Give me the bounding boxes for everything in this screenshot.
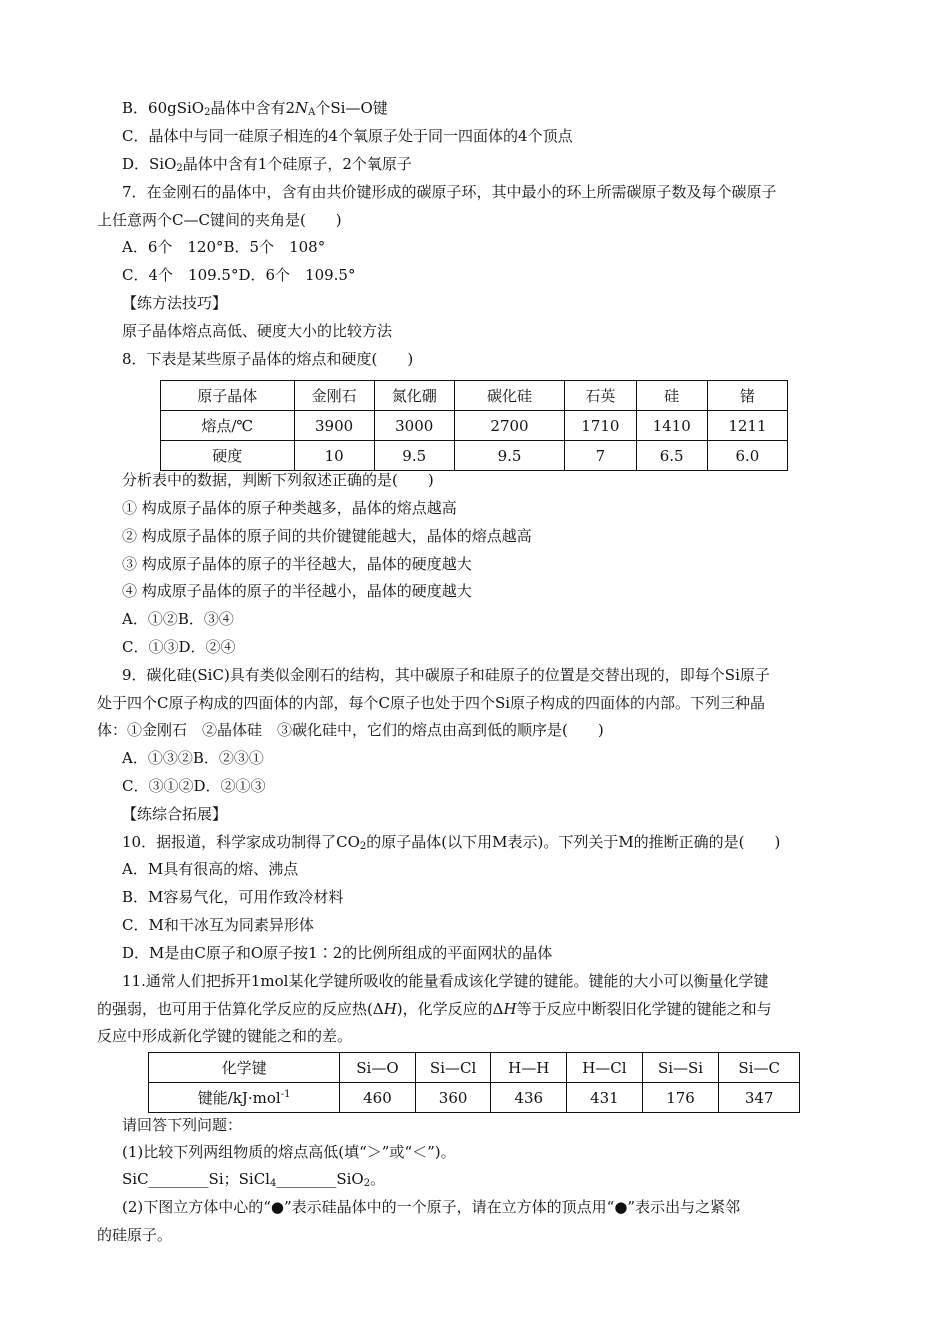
q7-stem-1: 7．在金刚石的晶体中，含有由共价键形成的碳原子环，其中最小的环上所需碳原子数及每个碳原子 [122, 183, 777, 201]
bond-energy-table [148, 1052, 800, 1113]
q9-options-2: C．③①②D．②①③ [122, 777, 266, 795]
q7-options-2: C．4个 109.5°D．6个 109.5° [122, 266, 356, 284]
section-extension-heading: 【练综合拓展】 [122, 805, 228, 823]
q8-options-2: C．①③D．②④ [122, 638, 236, 656]
q11-part-2-1: (2)下图立方体中心的“●”表示硅晶体中的一个原子，请在立方体的顶点用“●”表示出与之紧邻 [122, 1198, 741, 1216]
q10-option-d: D．M是由C原子和O原子按1∶2的比例所组成的平面网状的晶体 [122, 944, 553, 962]
table-cell: 431 [567, 1083, 643, 1113]
table-cell: 10 [294, 441, 374, 471]
table-header: H—H [491, 1053, 567, 1083]
q7-stem-2: 上任意两个C—C键间的夹角是( ) [97, 211, 342, 229]
q11-stem-3: 反应中形成新化学键的键能之和的差。 [97, 1027, 353, 1045]
table-header: Si—O [340, 1053, 416, 1083]
section-method-heading: 【练方法技巧】 [122, 294, 228, 312]
q10-option-a: A．M具有很高的熔、沸点 [122, 860, 299, 878]
table-header: Si—Si [642, 1053, 719, 1083]
q6-option-b: B．60gSiO$_2$晶体中含有$2N_A$个Si—O键 [122, 99, 388, 118]
q11-part-2-2: 的硅原子。 [97, 1226, 173, 1244]
table-header: 氮化硼 [374, 381, 454, 411]
q9-stem-3: 体：①金刚石 ②晶体硅 ③碳化硅中，它们的熔点由高到低的顺序是( ) [97, 721, 604, 739]
row-label: 键能/kJ·mol$^{-1}$ [149, 1083, 340, 1113]
table-row [149, 1053, 800, 1083]
table-row [161, 381, 788, 411]
q8-options-1: A．①②B．③④ [122, 610, 234, 628]
q11-part-1: (1)比较下列两组物质的熔点高低(填“＞”或“＜”)。 [122, 1143, 456, 1161]
table-header: 碳化硅 [454, 381, 564, 411]
table-header: 石英 [565, 381, 636, 411]
table-cell: 3900 [294, 411, 374, 441]
q8-statement-2: ② 构成原子晶体的原子间的共价键键能越大，晶体的熔点越高 [122, 527, 532, 545]
row-label: 熔点/℃ [161, 411, 295, 441]
subsection-title: 原子晶体熔点高低、硬度大小的比较方法 [122, 322, 393, 340]
q11-stem-1: 11.通常人们把拆开1mol某化学键所吸收的能量看成该化学键的键能。键能的大小可以衡量化学键 [122, 972, 769, 990]
table-cell: 1710 [565, 411, 636, 441]
table-cell: 9.5 [454, 441, 564, 471]
q11-stem-2: 的强弱，也可用于估算化学反应的反应热(ΔH)，化学反应的ΔH等于反应中断裂旧化学键的键能之和与 [97, 1000, 772, 1018]
table-header: Si—C [719, 1053, 800, 1083]
q10-option-b: B．M容易气化，可用作致冷材料 [122, 888, 344, 906]
table-cell: 3000 [374, 411, 454, 441]
table-header: 锗 [707, 381, 787, 411]
table-header: Si—Cl [415, 1053, 491, 1083]
row-label: 硬度 [161, 441, 295, 471]
table-header: 硅 [636, 381, 707, 411]
table-cell: 347 [719, 1083, 800, 1113]
q10-option-c: C．M和干冰互为同素异形体 [122, 916, 314, 934]
table-cell: 1410 [636, 411, 707, 441]
table-cell: 1211 [707, 411, 787, 441]
table-cell: 7 [565, 441, 636, 471]
q6-option-c: C．晶体中与同一硅原子相连的4个氧原子处于同一四面体的4个顶点 [122, 127, 573, 145]
q6-option-d: D．SiO$_2$晶体中含有1个硅原子，2个氧原子 [122, 155, 412, 174]
q9-stem-1: 9．碳化硅(SiC)具有类似金刚石的结构，其中碳原子和硅原子的位置是交替出现的，即每个Si原子 [122, 666, 770, 684]
q11-prompt: 请回答下列问题： [122, 1116, 243, 1134]
table-cell: 6.5 [636, 441, 707, 471]
q8-stem: 8．下表是某些原子晶体的熔点和硬度( ) [122, 350, 414, 368]
table-cell: 460 [340, 1083, 416, 1113]
table-header: 金刚石 [294, 381, 374, 411]
q8-statement-3: ③ 构成原子晶体的原子的半径越大，晶体的硬度越大 [122, 555, 472, 573]
q8-analysis: 分析表中的数据，判断下列叙述正确的是( ) [122, 471, 434, 489]
table-row [161, 441, 788, 471]
q11-part-1-blanks: SiC________Si；SiCl$_4$________SiO$_2$。 [122, 1170, 386, 1189]
table-cell: 176 [642, 1083, 719, 1113]
q7-options-1: A．6个 120°B．5个 108° [122, 238, 326, 256]
table-cell: 9.5 [374, 441, 454, 471]
table-header: H—Cl [567, 1053, 643, 1083]
q9-stem-2: 处于四个C原子构成的四面体的内部，每个C原子也处于四个Si原子构成的四面体的内部。下列三种晶 [97, 694, 766, 712]
table-cell: 2700 [454, 411, 564, 441]
q9-options-1: A．①③②B．②③① [122, 749, 264, 767]
table-cell: 6.0 [707, 441, 787, 471]
table-header: 化学键 [149, 1053, 340, 1083]
q8-statement-1: ① 构成原子晶体的原子种类越多，晶体的熔点越高 [122, 499, 457, 517]
table-row [161, 411, 788, 441]
table-cell: 360 [415, 1083, 491, 1113]
q10-stem: 10．据报道，科学家成功制得了$CO_2$的原子晶体(以下用M表示)。下列关于M的推断正确的是( ) [122, 833, 781, 852]
crystal-properties-table [160, 380, 788, 471]
table-header: 原子晶体 [161, 381, 295, 411]
table-row [149, 1083, 800, 1113]
q8-statement-4: ④ 构成原子晶体的原子的半径越小，晶体的硬度越大 [122, 582, 472, 600]
table-cell: 436 [491, 1083, 567, 1113]
